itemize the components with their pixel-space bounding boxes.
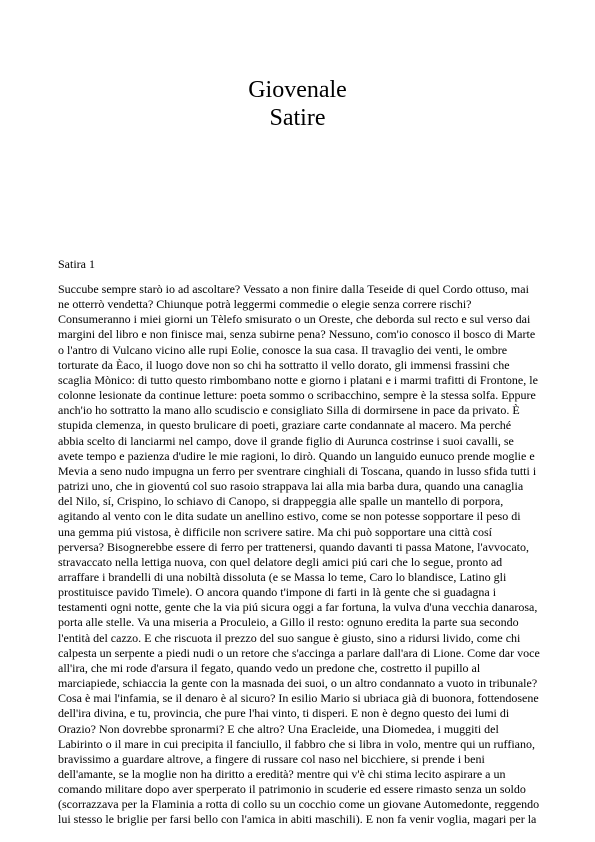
text-line: dell'amante, se la moglie non ha diritto a eredità? mentre qui v'è chi stima lecito aspirare a un <box>58 767 506 781</box>
section-heading: Satira 1 <box>58 257 95 271</box>
text-line: Mevia a seno nudo impugna un ferro per sventrare cinghiali di Toscana, quando in lusso sfida tutti i <box>58 463 537 478</box>
text-line: porta alle stelle. Va una miseria a Proculeio, a Gillo il resto: ognuno eredita la parte sua secondo <box>58 615 519 630</box>
text-line: dell'ira divina, e tu, provincia, che pure l'hai vinto, ti disperi. E non è degno questo dei lumi di <box>58 706 510 721</box>
text-line: Consumeranno i miei giorni un Tèlefo smisurato o un Oreste, che deborda sul recto e sul verso dai <box>58 312 531 327</box>
text-line: l'entità del cazzo. E che riscuota il prezzo del suo sangue è giusto, sino a ridursi livido, come chi <box>58 630 521 645</box>
text-line: arraffare i brandelli di una nobiltà dissoluta (e se Massa lo teme, Caro lo blandisce, Latino gli <box>58 569 507 584</box>
author-name: Giovenale <box>248 77 347 103</box>
text-line: del Nilo, sí, Crispino, lo schiavo di Canopo, si drappeggia alle spalle un mantello di porpora, <box>58 494 504 509</box>
text-line: una gemma piú vistosa, è difficile non scrivere satire. Ma chi può sopportare una città cosí <box>58 524 492 539</box>
text-line: comando militare dopo aver sperperato il patrimonio in scuderie ed essere rimasto senza un soldo <box>58 782 526 797</box>
text-line: calpesta un serpente a piedi nudi o un retore che s'accinga a parlare dall'ara di Lione. Come dar voce <box>58 645 540 660</box>
text-line: ne otterrò vendetta? Chiunque potrà leggermi commedie o elegie senza correre rischi? <box>58 297 472 312</box>
text-line: perversa? Bisognerebbe essere di ferro per trattenersi, quando davanti ti passa Matone, l'avvocato, <box>58 539 529 554</box>
text-line: stravaccato nella lettiga nuova, con quel delatore degli amici piú cari che lo segue, pronto ad <box>58 554 503 569</box>
text-line: agitando al vento con le dita sudate un anellino estivo, come se non potesse sopportare il peso di <box>58 509 521 524</box>
body-paragraph <box>58 282 538 828</box>
text-line: patrizi uno, che in gioventú col suo rasoio strappava lai alla mia barba dura, quando una canaglia <box>58 479 524 494</box>
text-line: stupida clemenza, in questo brulicare di poeti, graziare carte condannate al macero. Ma perché <box>58 418 512 433</box>
title-block <box>0 76 595 132</box>
text-line: o l'antro di Vulcano vicino alle rupi Eolie, conosce la sua casa. Il travaglio dei venti, le ombre <box>58 342 508 357</box>
text-line: abbia scelto di lanciarmi nel campo, dove il grande figlio di Aurunca costrinse i suoi cavalli, se <box>58 433 514 448</box>
text-line: testamenti ogni notte, gente che la via piú sicura oggi a far fortuna, la vulva d'una vecchia danarosa, <box>58 600 538 615</box>
text-line: Orazio? Non dovrebbe spronarmi? E che altro? Una Eracleide, una Diomedea, i muggiti del <box>58 721 499 736</box>
text-line: Cosa è mai l'infamia, se il denaro è al sicuro? In esilio Mario si ubriaca già di buonora, fottendosene <box>58 691 539 706</box>
text-line: colonne lesionate da continue letture: poeta sommo o scribacchino, sempre è la stessa solfa. Eppure <box>58 388 536 403</box>
text-line: Labirinto o il mare in cui precipita il fanciullo, il fabbro che si libra in volo, mentre qui un ruffiano, <box>58 736 535 751</box>
text-line: Succube sempre starò io ad ascoltare? Vessato a non finire dalla Teseide di quel Cordo ottuso, mai <box>58 282 529 296</box>
text-line: torturate da Èaco, il luogo dove non so chi ha sottratto il vello dorato, gli immensi frassini che <box>58 357 510 372</box>
text-line: marciapiede, schiaccia la gente con la masnada dei suoi, o un altro condannato a vuoto in tribunale? <box>58 676 538 691</box>
text-line: anch'io ho sottratto la mano allo scudiscio e consigliato Silla di dormirsene in pace da privato. È <box>58 403 520 418</box>
text-line: scaglia Mònico: di tutto questo rimbombano notte e giorno i platani e i marmi trafitti di Frontone, le <box>58 372 538 387</box>
text-line: margini del libro e non finisce mai, senza subirne pena? Nessuno, com'io conosco il bosco di Marte <box>58 327 536 342</box>
text-line: lui stesso le briglie per farsi bello con l'amica in abiti maschili). E non fa venir voglia, magari per la <box>58 812 537 827</box>
work-title: Satire <box>269 105 326 131</box>
text-line: avete tempo e pazienza d'udire le mie ragioni, lo dirò. Quando un languido eunuco prende moglie e <box>58 448 535 463</box>
text-line: (scorrazzava per la Flaminia a rotta di collo su un cocchio come un giovane Automedonte, reggendo <box>58 797 540 812</box>
text-line: all'ira, che mi rode d'arsura il fegato, quando vedo un predone che, costretto il pupillo al <box>58 660 481 675</box>
text-line: prostituisce pavido Timele). O ancora quando t'impone di farti in là gente che si guadagna i <box>58 585 497 600</box>
text-line: bravissimo a guardare altrove, a fingere di russare col naso nel bicchiere, si prende i beni <box>58 751 485 766</box>
